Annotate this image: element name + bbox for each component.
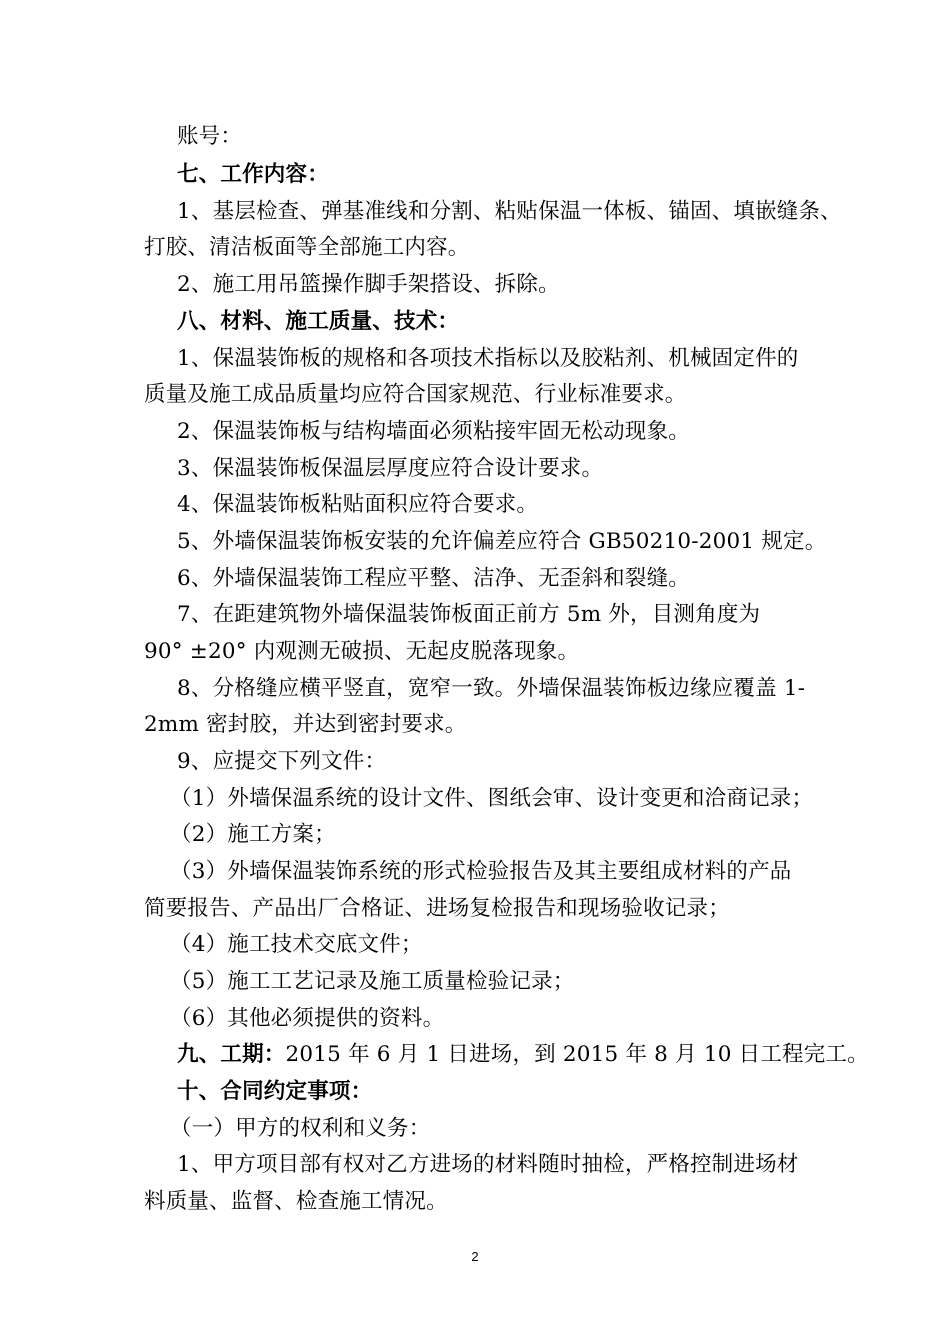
paragraph-line: 9、应提交下列文件： xyxy=(177,749,387,774)
list-item: （2）施工方案； xyxy=(170,822,336,847)
paragraph-line: 4、保温装饰板粘贴面积应符合要求。 xyxy=(177,492,539,517)
sub-heading: （一）甲方的权利和义务： xyxy=(170,1116,431,1141)
paragraph-line: 6、外墙保温装饰工程应平整、洁净、无歪斜和裂缝。 xyxy=(177,566,690,591)
paragraph-line: 7、在距建筑物外墙保温装饰板面正前方 5m 外，目测角度为 xyxy=(177,602,761,627)
list-item: （6）其他必须提供的资料。 xyxy=(170,1006,445,1031)
section-9-heading: 九、工期： xyxy=(177,1042,286,1067)
list-item: （1）外墙保温系统的设计文件、图纸会审、设计变更和洽商记录； xyxy=(170,786,814,811)
section-9-line xyxy=(0,1041,950,1069)
paragraph-line: 8、分格缝应横平竖直，宽窄一致。外墙保温装饰板边缘应覆盖 1- xyxy=(177,676,806,701)
paragraph-line: 质量及施工成品质量均应符合国家规范、行业标准要求。 xyxy=(144,382,687,407)
paragraph-line: 料质量、监督、检查施工情况。 xyxy=(144,1189,448,1214)
list-item: 简要报告、产品出厂合格证、进场复检报告和现场验收记录； xyxy=(144,896,730,921)
paragraph-line: 90° ±20° 内观测无破损、无起皮脱落现象。 xyxy=(144,639,580,664)
paragraph-line: 打胶、清洁板面等全部施工内容。 xyxy=(144,235,470,260)
section-8-heading: 八、材料、施工质量、技术： xyxy=(177,309,460,334)
section-7-heading: 七、工作内容： xyxy=(177,162,329,187)
page-number: 2 xyxy=(471,1249,479,1264)
paragraph-line: 2mm 密封胶，并达到密封要求。 xyxy=(144,712,467,737)
list-item: （4）施工技术交底文件； xyxy=(170,932,423,957)
paragraph-line: 1、保温装饰板的规格和各项技术指标以及胶粘剂、机械固定件的 xyxy=(177,346,799,371)
paragraph-line: 2、保温装饰板与结构墙面必须粘接牢固无松动现象。 xyxy=(177,419,690,444)
account-label: 账号： xyxy=(177,124,243,149)
paragraph-line: 1、甲方项目部有权对乙方进场的材料随时抽检，严格控制进场材 xyxy=(177,1152,799,1177)
list-item: （3）外墙保温装饰系统的形式检验报告及其主要组成材料的产品 xyxy=(170,859,792,884)
schedule-text: 2015 年 6 月 1 日进场，到 2015 年 8 月 10 日工程完工。 xyxy=(285,1042,869,1067)
paragraph-line: 3、保温装饰板保温层厚度应符合设计要求。 xyxy=(177,456,604,481)
list-item: （5）施工工艺记录及施工质量检验记录； xyxy=(170,969,575,994)
paragraph-line: 5、外墙保温装饰板安装的允许偏差应符合 GB50210-2001 规定。 xyxy=(177,529,827,554)
paragraph-line: 2、施工用吊篮操作脚手架搭设、拆除。 xyxy=(177,272,560,297)
section-10-heading: 十、合同约定事项： xyxy=(177,1079,373,1104)
paragraph-line: 1、基层检查、弹基准线和分割、粘贴保温一体板、锚固、填嵌缝条、 xyxy=(177,199,842,224)
